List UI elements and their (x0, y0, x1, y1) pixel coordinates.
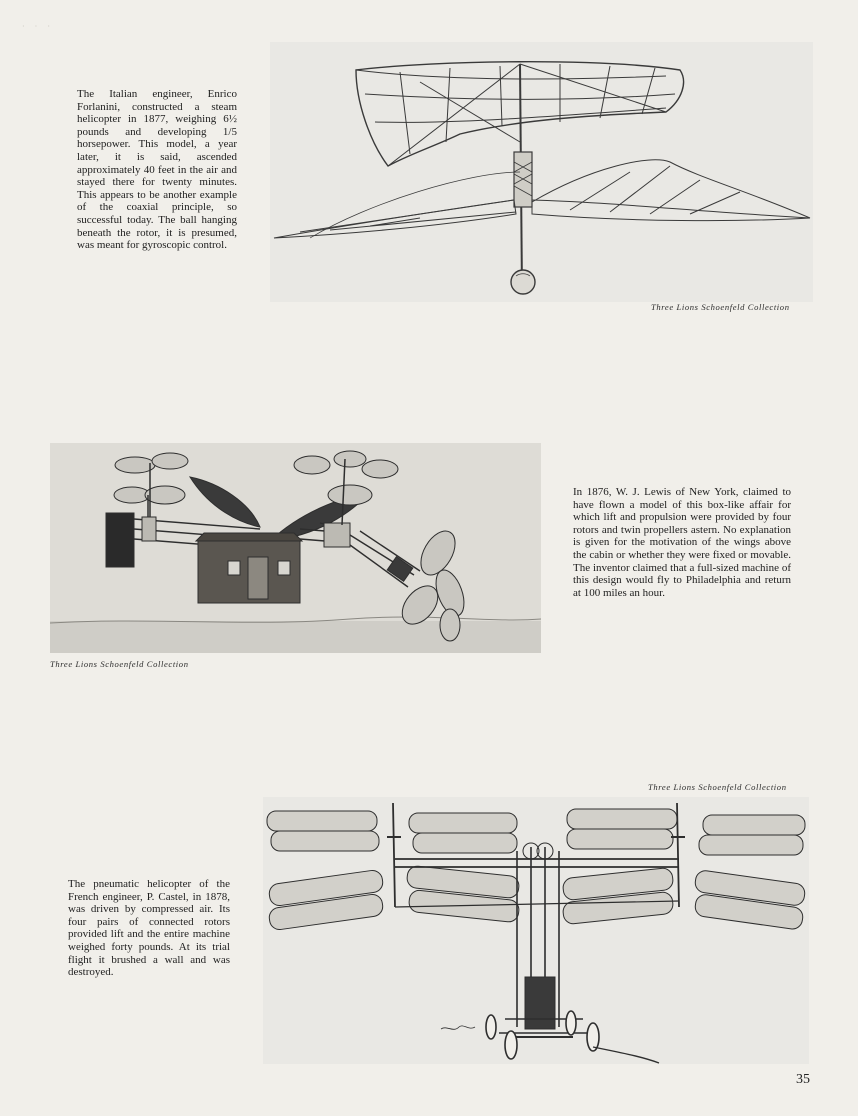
castel-photo-credit: Three Lions Schoenfeld Collection (648, 782, 787, 792)
forlanini-illustration (270, 42, 813, 302)
lewis-illustration (50, 443, 541, 653)
lewis-caption: In 1876, W. J. Lewis of New York, claimed to have flown a model of this box-like affair for which lift and propulsion were provided by four rotors and twin propellers astern. No explanation is given for the motivation of the wings above the cabin or whether they were fixed or movable. The inventor claimed that a full-sized machine of this design would fly to Philadelphia and return at 100 miles an hour. (573, 486, 791, 599)
page-smudge: · · · (22, 22, 54, 31)
forlanini-photo-credit: Three Lions Schoenfeld Collection (651, 302, 790, 312)
forlanini-caption: The Italian engineer, Enrico Forlanini, constructed a steam helicopter in 1877, weighing 6½ pounds and developing 1/5 horsepower. This model, a year later, it is said, ascended approximately 40 feet in the air and stayed there for twenty minutes. This appears to be another example of the coaxial principle, so successful today. The ball hanging beneath the rotor, it is presumed, was meant for gyroscopic control. (77, 88, 237, 252)
castel-illustration (263, 797, 809, 1064)
lewis-photo-credit: Three Lions Schoenfeld Collection (50, 659, 189, 669)
castel-caption: The pneumatic helicopter of the French engineer, P. Castel, in 1878, was driven by compressed air. Its four pairs of connected rotors provided lift and the entire machine weighed forty pounds. At its trial flight it brushed a wall and was destroyed. (68, 878, 230, 979)
page-number: 35 (796, 1072, 810, 1087)
